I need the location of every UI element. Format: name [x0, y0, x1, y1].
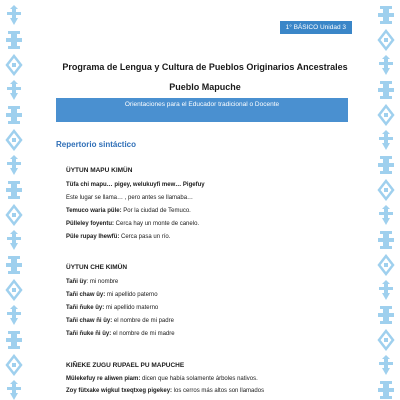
- term: Püle rupay lhewfü:: [66, 234, 120, 240]
- border-motif-icon: [5, 179, 23, 201]
- meaning: Cerca hay un monte de canelo.: [114, 221, 200, 227]
- border-motif-icon: [377, 29, 395, 51]
- border-motif-icon: [377, 329, 395, 351]
- border-motif-icon: [377, 279, 395, 301]
- border-motif-icon: [377, 179, 395, 201]
- term: Tañi chaw ñi üy:: [66, 318, 113, 324]
- border-motif-icon: [377, 54, 395, 76]
- term: Zoy fütxake wigkul txeqtxeg pigekey:: [66, 388, 173, 394]
- term: Pülleley foyentu:: [66, 221, 115, 227]
- block-heading: ÜYTUN CHE KIMÜN: [66, 264, 128, 271]
- list-item: [66, 317, 366, 330]
- term: Tüfa chi mapu… pigey, welukuyfi mew… Pigefuy: [66, 182, 205, 188]
- program-title: Programa de Lengua y Cultura de Pueblos Originarios Ancestrales: [62, 62, 348, 72]
- border-motif-icon: [377, 79, 395, 101]
- term: Tañi üy: [66, 279, 87, 285]
- border-motif-icon: [377, 229, 395, 251]
- meaning: mi apellido paterno: [105, 292, 158, 298]
- list-item: [66, 278, 366, 291]
- list-item: [66, 194, 366, 207]
- block-kineke-zugu: [66, 362, 366, 399]
- term: Temuco waria püle:: [66, 208, 122, 214]
- meaning: mi apellido materno: [104, 305, 159, 311]
- border-motif-icon: [377, 154, 395, 176]
- unit-tag: 1° BÁSICO Unidad 3: [280, 21, 352, 34]
- list-item: [66, 181, 366, 194]
- border-motif-icon: [5, 4, 23, 26]
- border-motif-icon: [5, 329, 23, 351]
- list-item: [66, 233, 366, 246]
- border-motif-icon: [377, 354, 395, 376]
- block-mapu-kimun: [66, 167, 366, 246]
- border-motif-icon: [377, 304, 395, 326]
- meaning: el nombre de mi madre: [111, 331, 175, 337]
- meaning: dicen que había solamente árboles nativos.: [140, 376, 258, 382]
- border-motif-icon: [5, 54, 23, 76]
- list-item: [66, 330, 366, 343]
- orientation-banner: Orientaciones para el Educador tradicional o Docente: [56, 98, 348, 122]
- border-motif-icon: [5, 204, 23, 226]
- list-item: [66, 220, 366, 233]
- border-motif-icon: [5, 354, 23, 376]
- border-motif-icon: [377, 4, 395, 26]
- block-heading: KIÑEKE ZUGU RUPAEL PU MAPUCHE: [66, 362, 185, 369]
- border-motif-icon: [5, 229, 23, 251]
- meaning: : mi nombre: [86, 279, 119, 285]
- border-motif-icon: [5, 279, 23, 301]
- left-decorative-border: [0, 0, 28, 400]
- border-motif-icon: [5, 104, 23, 126]
- border-motif-icon: [377, 379, 395, 400]
- list-item: [66, 387, 366, 399]
- section-heading: Repertorio sintáctico: [56, 140, 137, 149]
- border-motif-icon: [377, 129, 395, 151]
- border-motif-icon: [5, 129, 23, 151]
- meaning: el nombre de mi padre: [112, 318, 174, 324]
- term: Tañi chaw üy:: [66, 292, 106, 298]
- term: Mülekefuy re aliwen piam:: [66, 376, 141, 382]
- border-motif-icon: [377, 204, 395, 226]
- block-che-kimun: [66, 264, 366, 343]
- list-item: [66, 304, 366, 317]
- block-heading: ÜYTUN MAPU KIMÜN: [66, 167, 133, 174]
- border-motif-icon: [5, 379, 23, 400]
- meaning: los cerros más altos son llamados: [172, 388, 265, 394]
- border-motif-icon: [377, 254, 395, 276]
- border-motif-icon: [377, 104, 395, 126]
- term: Tañi ñuke üy:: [66, 305, 105, 311]
- list-item: [66, 207, 366, 220]
- right-decorative-border: [372, 0, 400, 400]
- term: Tañi ñuke ñi üy:: [66, 331, 112, 337]
- list-item: [66, 291, 366, 304]
- program-subtitle: Pueblo Mapuche: [169, 82, 241, 92]
- meaning: Por la ciudad de Temuco.: [121, 208, 191, 214]
- list-item: [66, 375, 366, 387]
- border-motif-icon: [5, 29, 23, 51]
- border-motif-icon: [5, 154, 23, 176]
- border-motif-icon: [5, 79, 23, 101]
- border-motif-icon: [5, 304, 23, 326]
- meaning: Cerca pasa un río.: [119, 234, 171, 240]
- meaning: Este lugar se llama… , pero antes se llamaba…: [66, 195, 194, 201]
- border-motif-icon: [5, 254, 23, 276]
